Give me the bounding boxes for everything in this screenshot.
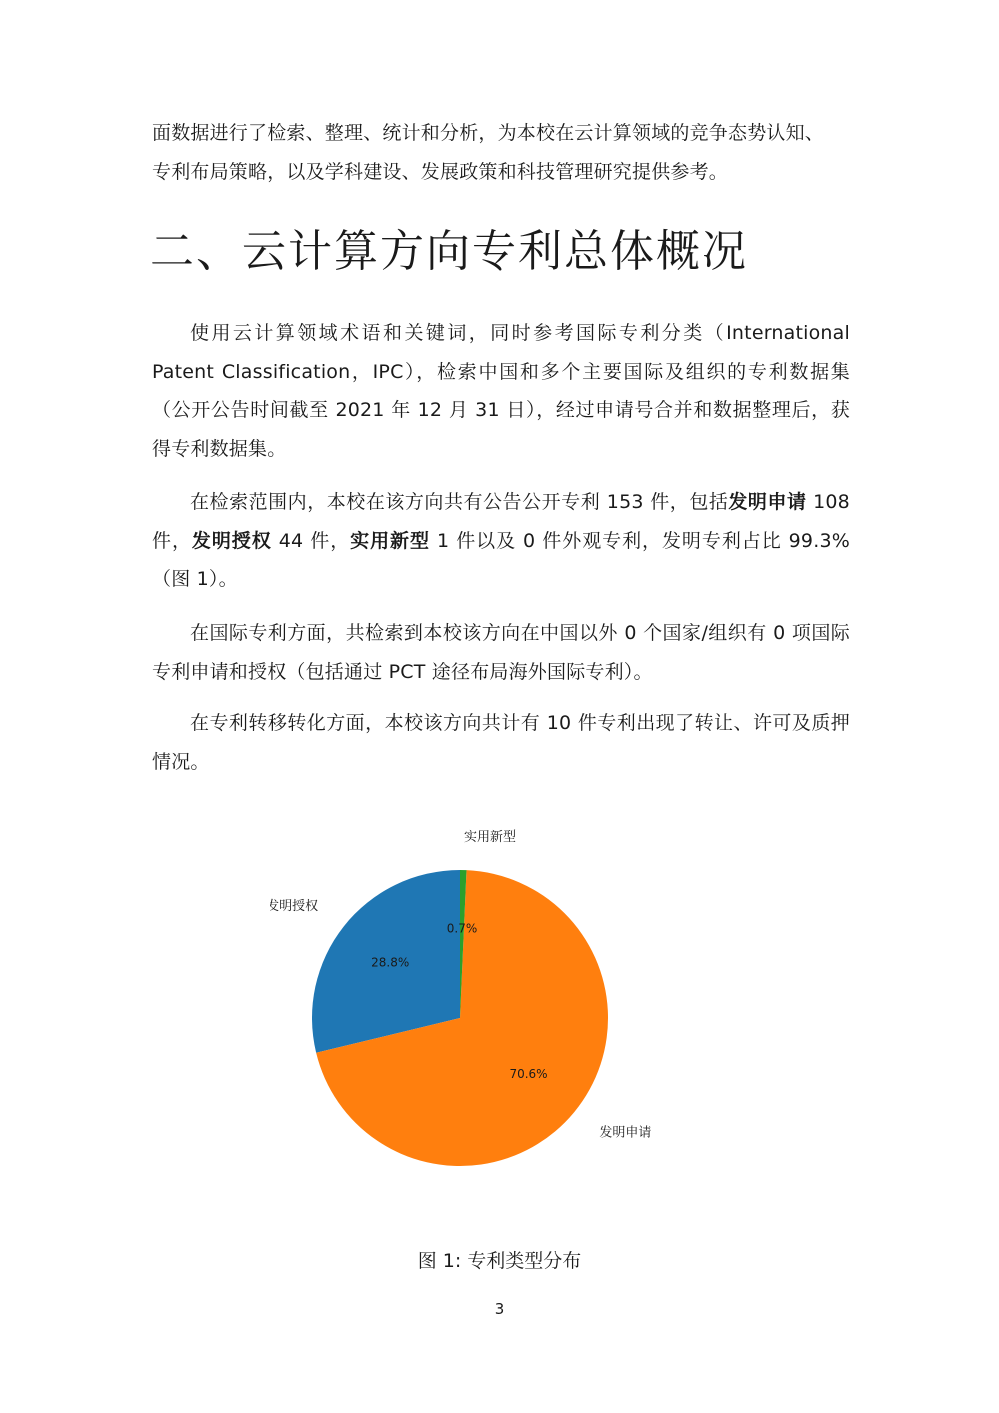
pie-pct-label-3: 0.7% [446, 921, 478, 936]
pie-pct-label-2: 70.6% [509, 1066, 548, 1081]
paragraph-patent-counts [152, 483, 850, 599]
p2-text-a: 在检索范围内，本校在该方向共有公告公开专利 153 件，包括 [190, 491, 729, 513]
p2-text-c: 108 件， [152, 491, 850, 552]
p2-bold-invention-grant: 发明授权 [191, 529, 272, 552]
pie-category-label-1: 发明授权 [270, 898, 319, 914]
section-title: 二、云计算方向专利总体概况 [150, 226, 748, 277]
p2-text-e: 44 件， [271, 529, 351, 552]
paragraph-international: 在国际专利方面，共检索到本校该方向在中国以外 0 个国家/组织有 0 项国际专利申请和授权（包括通过 PCT 途径布局海外国际专利）。 [152, 622, 850, 683]
p2-bold-invention-application: 发明申请 [728, 491, 807, 513]
intro-line-1: 面数据进行了检索、整理、统计和分析，为本校在云计算领域的竞争态势认知、 [152, 122, 825, 144]
pie-chart-svg [270, 820, 750, 1220]
p2-text-g: 1 件以及 0 件外观专利，发明专利占比 99.3%（图 1）。 [152, 529, 851, 590]
pie-category-label-2: 发明申请 [599, 1125, 652, 1141]
p2-bold-utility-model: 实用新型 [350, 529, 430, 552]
pie-pct-label-1: 28.8% [371, 955, 410, 970]
page-number: 3 [494, 1300, 505, 1318]
figure-caption: 图 1: 专利类型分布 [417, 1250, 582, 1272]
paragraph-search-method: 使用云计算领域术语和关键词，同时参考国际专利分类（International Patent Classification，IPC），检索中国和多个主要国际及组织的专利数据集（公开公告时间截至 2021 年 12 月 31 日），经过申请号合并和数据整理后，获得专利数据集。 [152, 322, 850, 460]
pie-category-label-3: 实用新型 [464, 830, 517, 845]
paragraph-transfer: 在专利转移转化方面，本校该方向共计有 10 件专利出现了转让、许可及质押情况。 [152, 712, 850, 773]
intro-line-2: 专利布局策略，以及学科建设、发展政策和科技管理研究提供参考。 [152, 161, 729, 183]
patent-type-pie-chart [270, 820, 750, 1220]
